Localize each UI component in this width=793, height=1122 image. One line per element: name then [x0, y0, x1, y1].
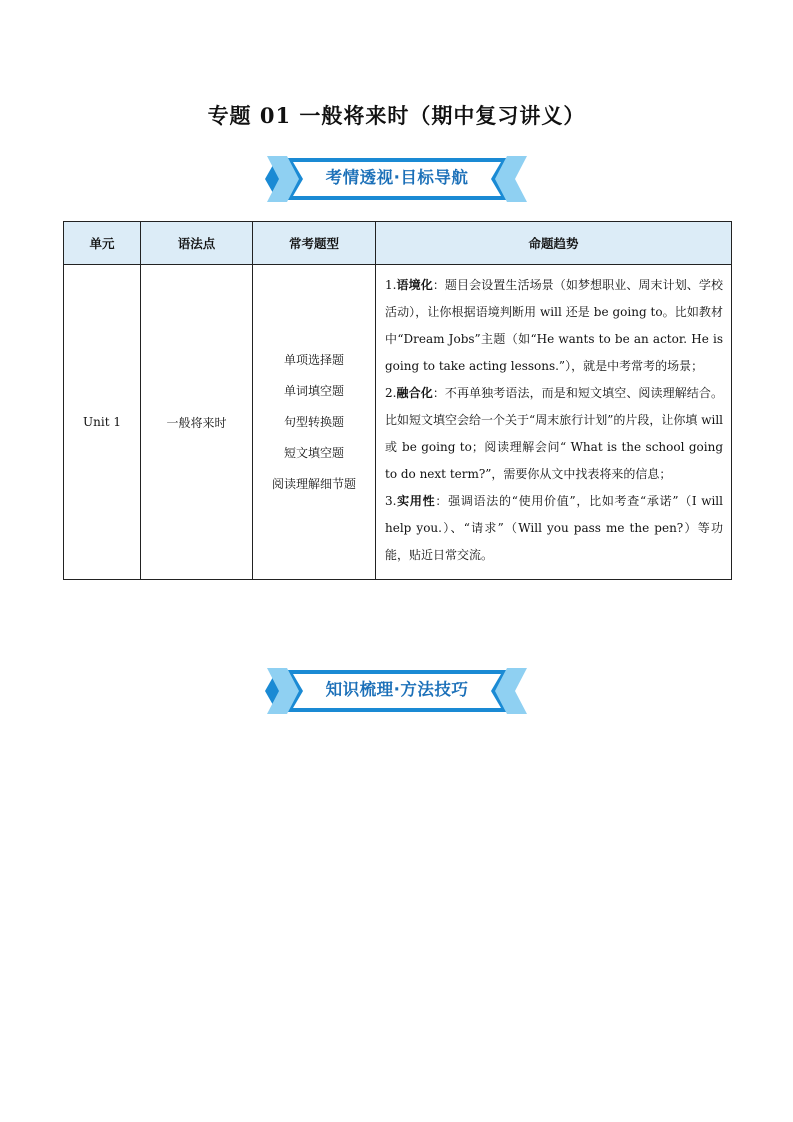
section-banner-overview — [263, 156, 531, 202]
table-row — [64, 265, 732, 580]
header-unit: 单元 — [64, 222, 141, 265]
trend-label: 语境化 — [396, 278, 433, 292]
trend-paragraph — [385, 488, 723, 569]
trend-label: 实用性 — [396, 494, 436, 508]
header-question-types: 常考题型 — [253, 222, 376, 265]
cell-question-types — [253, 265, 376, 580]
question-type-item: 单词填空题 — [283, 383, 344, 398]
question-type-item: 短文填空题 — [283, 445, 344, 460]
question-type-item: 阅读理解细节题 — [271, 476, 356, 491]
overview-table — [63, 221, 732, 580]
trend-text: ：强调语法的“使用价值”，比如考查“承诺”（I will help you.）、“请求”（Will you pass me the pen?）等功能，贴近日常交流。 — [385, 494, 723, 562]
question-type-item: 句型转换题 — [283, 414, 344, 429]
banner-title: 知识梳理·方法技巧 — [325, 680, 469, 699]
trend-paragraph — [385, 272, 723, 380]
page-title: 专题 01 一般将来时（期中复习讲义） — [207, 103, 586, 128]
trend-paragraph — [385, 380, 723, 488]
cell-unit: Unit 1 — [64, 265, 141, 580]
banner-title: 考情透视·目标导航 — [325, 168, 469, 187]
trend-text: ：不再单独考语法，而是和短文填空、阅读理解结合。比如短文填空会给一个关于“周末旅行计划”的片段，让你填 will 或 be going to；阅读理解会问“ What is the school going to do next term?”，需要你从文中找表将来的信息； — [385, 386, 723, 481]
trend-text: ：题目会设置生活场景（如梦想职业、周末计划、学校活动），让你根据语境判断用 will 还是 be going to。比如教材中“Dream Jobs”主题（如“He wants to be an actor. He is going to take acting lessons.”），就是中考常考的场景； — [385, 278, 723, 373]
cell-grammar-point: 一般将来时 — [141, 265, 253, 580]
header-trends: 命题趋势 — [376, 222, 732, 265]
section-banner-knowledge — [263, 668, 531, 714]
trend-number: 3. — [385, 494, 397, 508]
question-type-item: 单项选择题 — [283, 352, 344, 367]
cell-trends — [376, 265, 732, 580]
trend-number: 2. — [385, 386, 397, 400]
trend-label: 融合化 — [396, 386, 433, 400]
trend-number: 1. — [385, 278, 397, 292]
table-header-row — [64, 222, 732, 265]
header-grammar-point: 语法点 — [141, 222, 253, 265]
